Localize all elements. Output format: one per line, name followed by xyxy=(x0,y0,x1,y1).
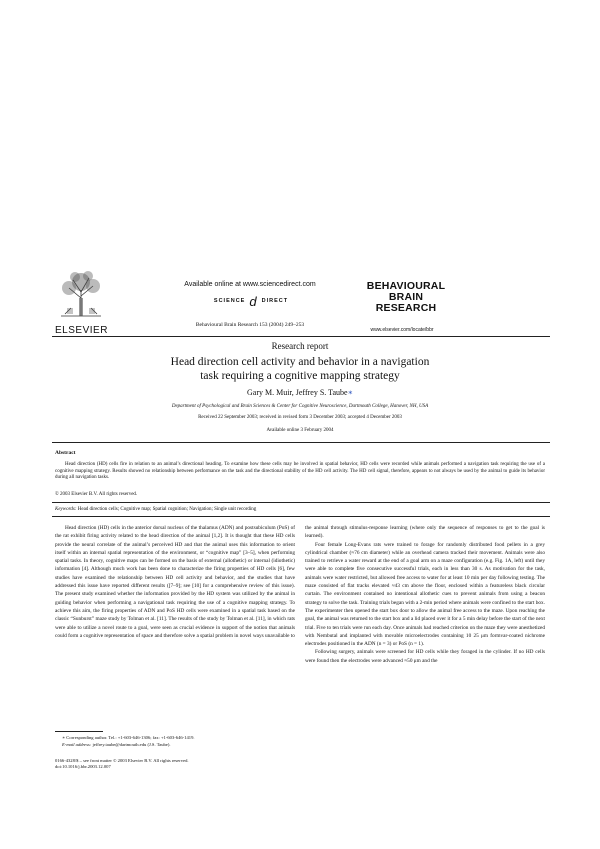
body-paragraph: Head direction (HD) cells in the anterior dorsal nucleus of the thalamus (ADN) and postsubiculum (PoS) of the rat exhibit firing activity related to the head direction of the animal [1,2]. It is thought that these HD cells provide the neural correlate of the animal’s perceived HD and that the animal uses this information to orient itself within an internal spatial representation of the environment, or “cognitive map” [3–5], when performing spatial tasks. In theory, cognitive maps can be formed on the basis of external (allothetic) or internal (idiothetic) information [4]. Although much work has been done to characterize the firing properties of HD cells [6], few studies have examined the relationship between HD cell activity and behavior, and the studies that have addressed this issue have reported different results ([7–9]; see [10] for a comprehensive review of this issue). The present study examined whether the information provided by the HD system was utilized by the animal in guiding behavior when performing a navigational task requiring the use of a cognitive mapping strategy. To achieve this aim, the firing properties of ADN and PoS HD cells were examined in a spatial task based on the classic “Sunburst” maze study by Tolman et al. [11]. The results of the study by Tolman et al. [11], in which rats were able to utilize a novel route to a goal, were seen as crucial evidence in support of the notion that animals could form a cognitive representation of space and therefore solve a spatial problem in novel ways unavailable to xyxy=(55,525,295,639)
abstract-copyright: © 2003 Elsevier B.V. All rights reserved. xyxy=(55,492,138,497)
body-paragraph: Four female Long-Evans rats were trained to forage for randomly distributed food pellets in a grey cylindrical chamber (≈76 cm diameter) while an overhead camera tracked their movement. Animals were also trained to retrieve a water reward at the end of a goal arm on a maze configuration (e.g. Fig. 1A, left) until they were able to complete five consecutive successful trials, each in less than 30 s. As motivation for the task, animals were water restricted, but allowed free access to water for at least 10 min per day following testing. The maze consisted of flat tracks elevated ≈43 cm above the floor, enclosed within a featureless black circular curtain. The environment contained no intentional allothetic cues to prevent animals from using a beacon strategy to solve the task. Training trials began with a 2-min period where animals were confined to the start box. The experimenter then opened the start box door to allow the animal free access to the maze. Upon reaching the goal, the animal was returned to the start box and a lid placed over it for a 5 min delay before the start of the next trial. Five to ten trials were run each day. Once animals had reached criterion on the maze they were anesthetized with Nembutal and implanted with movable microelectrodes containing 10 25 μm formvar-coated nichrome electrodes positioned in the ADN (n = 3) or PoS (n = 1). xyxy=(305,541,545,648)
article-type: Research report xyxy=(271,341,329,351)
keywords-label: Keywords: xyxy=(55,507,77,512)
header-divider xyxy=(52,336,550,337)
affiliation: Department of Psychological and Brain Sciences & Center for Cognitive Neuroscience, Dartmouth College, Hanover, NH, USA xyxy=(171,404,429,409)
body-paragraph: Following surgery, animals were screened for HD cells while they foraged in the cylinder. If no HD cells were found then the electrodes were advanced ≈50 μm and the xyxy=(305,649,545,664)
email-link[interactable]: jeffrey.taube@dartmouth.edu (J.S. Taube). xyxy=(91,742,171,747)
keywords-top-divider xyxy=(52,502,550,503)
elsevier-wordmark: ELSEVIER xyxy=(55,325,108,336)
corresponding-author-link[interactable]: ∗ xyxy=(347,388,354,397)
corresponding-author-footnote xyxy=(62,735,292,741)
issn-line: 0166-4328/$ – see front matter © 2003 Elsevier B.V. All rights reserved. xyxy=(55,758,189,763)
elsevier-logo[interactable] xyxy=(55,268,107,336)
journal-url-link[interactable]: www.elsevier.com/locate/bbr xyxy=(370,327,434,333)
elsevier-tree-icon xyxy=(55,268,107,318)
title-line-2: task requiring a cognitive mapping strategy xyxy=(200,370,400,382)
abstract-body: Head direction (HD) cells fire in relation to an animal’s directional heading. To examine how these cells may be involved in spatial behavior, HD cells were recorded while animals performed a navigation task requiring the use of a cognitive mapping strategy. Results showed no relationship between performance on the task and the directional stability of the HD cell activity. The HD cell signal, therefore, appears to not always be used by the animal to guide its behavior during all navigation tasks. xyxy=(55,462,545,481)
doi-link[interactable]: doi:10.1016/j.bbr.2003.12.007 xyxy=(55,764,111,770)
available-online-notice[interactable]: Available online at www.sciencedirect.com xyxy=(184,281,316,288)
sd-right-word: DIRECT xyxy=(261,298,289,304)
footnote-divider xyxy=(55,731,103,732)
keywords-bottom-divider xyxy=(52,516,550,517)
keywords-list: Head direction cells; Cognitive map; Spatial cognition; Navigation; Single unit recording xyxy=(76,507,257,512)
footnote-mark: ∗ xyxy=(62,735,66,740)
body-paragraph: the animal through stimulus-response learning (where only the sequence of responses to get to the goal is learned). xyxy=(305,525,545,540)
body-column-left xyxy=(55,524,295,640)
brand-line-2: BRAIN xyxy=(388,291,424,303)
abstract-heading: Abstract xyxy=(55,450,76,456)
author-list xyxy=(50,388,550,397)
journal-brand xyxy=(360,281,452,314)
body-column-right xyxy=(305,524,545,665)
footnote-contact: Corresponding author. Tel.: +1-603-646-1306; fax: +1-603-646-1419. xyxy=(65,735,195,740)
title-line-1: Head direction cell activity and behavior in a navigation xyxy=(170,356,430,368)
brand-line-3: RESEARCH xyxy=(375,302,437,314)
article-title xyxy=(130,355,470,383)
abstract-top-divider xyxy=(52,442,550,443)
sd-at-icon: d xyxy=(249,293,258,309)
authors-text: Gary M. Muir, Jeffrey S. Taube xyxy=(246,388,348,397)
brand-line-1: BEHAVIOURAL xyxy=(366,280,446,292)
sd-left-word: SCIENCE xyxy=(213,298,246,304)
email-label: E-mail address: xyxy=(62,742,92,747)
keywords xyxy=(55,507,545,512)
footer-info xyxy=(55,758,189,771)
journal-citation: Behavioural Brain Research 153 (2004) 249–253 xyxy=(195,322,305,328)
online-date: Available online 3 February 2004 xyxy=(266,428,334,433)
received-dates: Received 22 September 2003; received in revised form 3 December 2003; accepted 4 December 2003 xyxy=(198,415,402,420)
sciencedirect-logo[interactable] xyxy=(176,294,326,308)
email-footnote xyxy=(62,742,292,748)
